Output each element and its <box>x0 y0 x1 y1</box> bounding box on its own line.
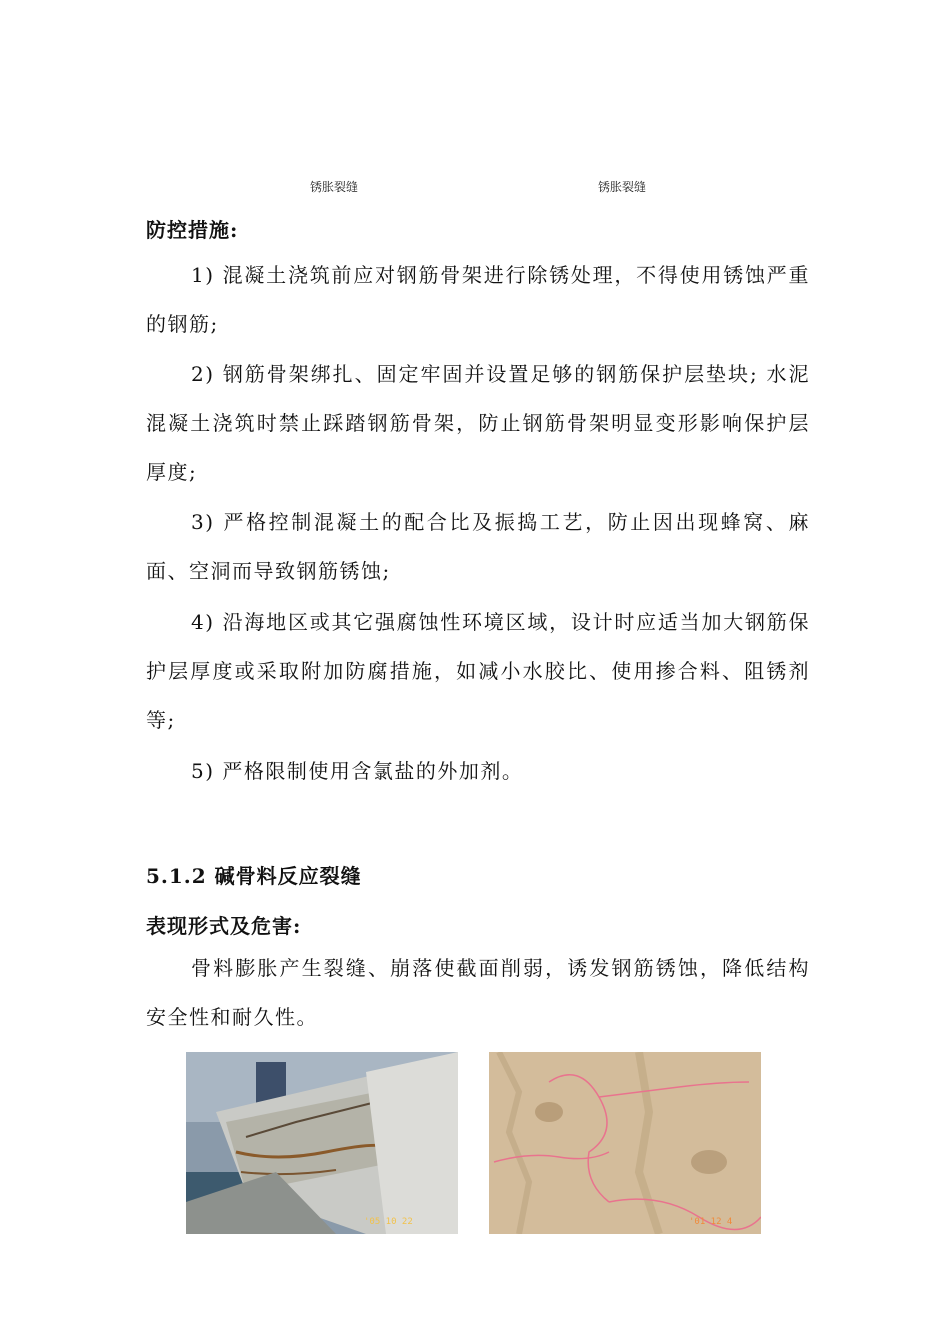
photo-concrete-cracking <box>186 1052 458 1234</box>
measure-1: 1) 混凝土浇筑前应对钢筋骨架进行除锈处理，不得使用锈蚀严重的钢筋; <box>146 263 810 336</box>
photo-crack-surface <box>489 1052 761 1234</box>
section-heading-manifestation: 表现形式及危害: <box>146 914 302 938</box>
section-title-alkali: 5.1.2 碱骨料反应裂缝 <box>146 864 362 888</box>
caption-right: 锈胀裂缝 <box>598 180 647 194</box>
section-heading-prevention: 防控措施: <box>146 218 239 242</box>
caption-left: 锈胀裂缝 <box>310 180 359 194</box>
measure-5: 5) 严格限制使用含氯盐的外加剂。 <box>191 759 524 783</box>
manifestation-text: 骨料膨胀产生裂缝、崩落使截面削弱，诱发钢筋锈蚀，降低结构安全性和耐久性。 <box>146 956 810 1029</box>
photo-date-right: '01 12 4 <box>689 1217 733 1227</box>
measure-3: 3) 严格控制混凝土的配合比及振捣工艺，防止因出现蜂窝、麻面、空洞而导致钢筋锈蚀; <box>146 510 810 583</box>
photo-date-left: '05 10 22 <box>364 1217 413 1227</box>
measure-2: 2) 钢筋骨架绑扎、固定牢固并设置足够的钢筋保护层垫块; 水泥混凝土浇筑时禁止踩踏钢筋骨架，防止钢筋骨架明显变形影响保护层厚度; <box>146 362 810 484</box>
measure-4: 4) 沿海地区或其它强腐蚀性环境区域，设计时应适当加大钢筋保护层厚度或采取附加防腐措施，如减小水胶比、使用掺合料、阻锈剂等; <box>146 610 810 732</box>
